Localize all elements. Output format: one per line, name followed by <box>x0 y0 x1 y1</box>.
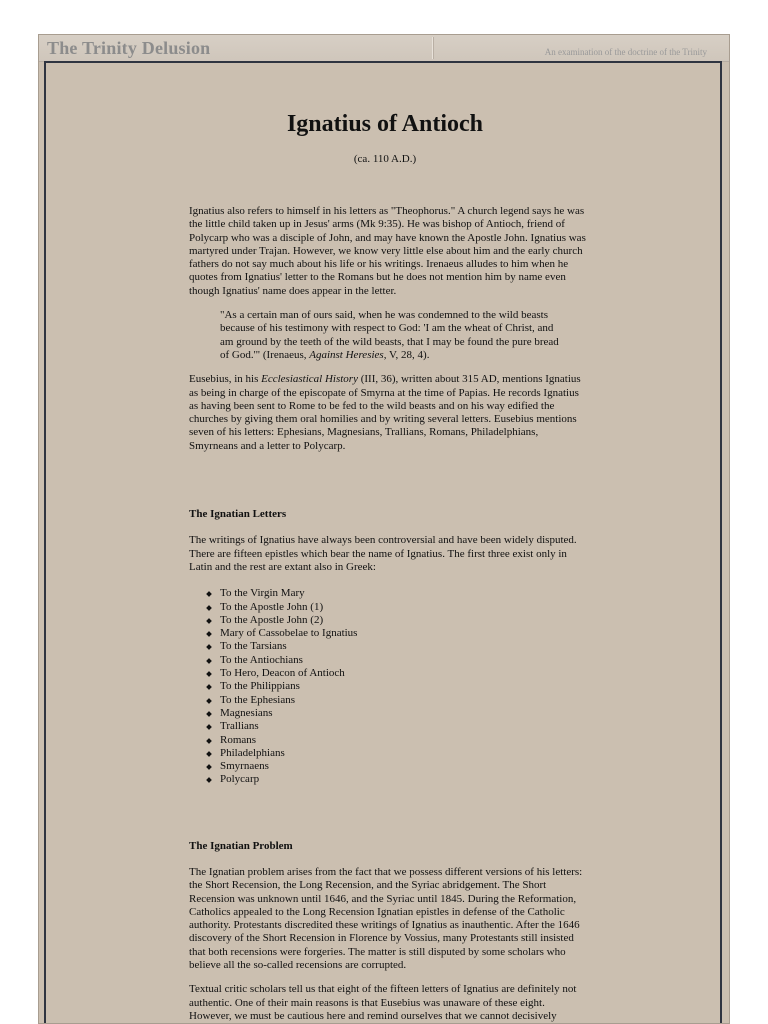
list-item: Smyrnaens <box>189 760 589 773</box>
article-container <box>44 61 722 1023</box>
intro-paragraph: Ignatius also refers to himself in his letters as "Theophorus." A church legend says he was the little child taken up in Jesus' arms (Mk 9:35). He was bishop of Antioch, friend of Polycarp who was a disciple of John, and may have known the Apostle John. Ignatius was martyred under Trajan. However, we know very little else about him and the early church fathers do not say much about his life or his writings. Irenaeus alludes to him when he quotes from Ignatius' letter to the Romans but he does not mention him by name even though Ignatius' name does appear in the letter. <box>189 205 586 297</box>
list-item: To the Philippians <box>189 680 589 693</box>
site-title[interactable]: The Trinity Delusion <box>47 38 211 58</box>
page-title: Ignatius of Antioch <box>286 111 484 137</box>
list-item: Polycarp <box>189 773 589 786</box>
list-item: To the Ephesians <box>189 694 589 707</box>
list-item: To the Virgin Mary <box>189 587 589 600</box>
list-item: Philadelphians <box>189 747 589 760</box>
list-item: Romans <box>189 734 589 747</box>
list-item: To the Antiochians <box>189 654 589 667</box>
article-body <box>189 205 589 1023</box>
list-item: Mary of Cassobelae to Ignatius <box>189 627 589 640</box>
quote-reference: , V, 28, 4). <box>383 348 430 361</box>
site-banner <box>39 35 729 62</box>
eusebius-text-start: Eusebius, in his <box>189 373 262 386</box>
quote-text: "As a certain man of ours said, when he was condemned to the wild beasts because of his testimony with respect to God: 'I am the wheat of Christ, and am ground by the teeth of the wild beasts, that I may be found the pure bread of God.'" (Irenaeus, <box>220 309 559 361</box>
eusebius-work-title: Ecclesiastical History <box>261 373 358 386</box>
section-heading-letters: The Ignatian Letters <box>189 508 287 521</box>
list-item: Trallians <box>189 720 589 733</box>
list-item: Magnesians <box>189 707 589 720</box>
letters-intro-paragraph: The writings of Ignatius have always been controversial and have been widely disputed. There are fifteen epistles which bear the name of Ignatius. The first three exist only in Latin and the rest are extant also in Greek: <box>189 534 577 573</box>
banner-divider <box>432 37 433 59</box>
list-item: To the Apostle John (2) <box>189 614 589 627</box>
page-frame <box>38 34 730 1024</box>
eusebius-text-end: (III, 36), written about 315 AD, mentions Ignatius as being in charge of the episcopate of Smyrna at the time of Papias. He records Ignatius as having been sent to Rome to be fed to the wild beasts and on his way edified the churches by giving them oral homilies and by writing several letters. Eusebius mentions seven of his letters: Ephesians, Magnesians, Trallians, Romans, Philadelphians, Smyrneans and a letter to Polycarp. <box>189 373 581 452</box>
list-item: To the Tarsians <box>189 640 589 653</box>
textual-critics-paragraph: Textual critic scholars tell us that eight of the fifteen letters of Ignatius are definitely not authentic. One of their main reasons is that Eusebius was unaware of these eight. However, we must be cautious here and remind ourselves that we cannot decisively <box>189 983 577 1022</box>
list-item: To the Apostle John (1) <box>189 601 589 614</box>
irenaeus-quote <box>220 309 560 362</box>
quote-work-title: Against Heresies <box>309 348 384 361</box>
article-date: (ca. 110 A.D.) <box>353 153 417 165</box>
section-heading-problem: The Ignatian Problem <box>189 839 293 852</box>
list-item: To Hero, Deacon of Antioch <box>189 667 589 680</box>
eusebius-paragraph <box>189 373 589 453</box>
site-tagline: An examination of the doctrine of the Trinity <box>544 47 707 57</box>
problem-paragraph: The Ignatian problem arises from the fact that we possess different versions of his letters: the Short Recension, the Long Recension, and the Syriac abridgement. The Short Recension was unknown until 1646, and the Syriac until 1845. During the Reformation, Catholics appealed to the Long Recension Ignatian epistles in defense of the Catholic authority. Protestants discredited these writings of Ignatius as inauthentic. After the 1646 discovery of the Short Recension in Florence by Vossius, many Protestants still insisted that both recensions were forgeries. The matter is still disputed by some scholars who believe all the so-called recensions are corrupted. <box>189 865 583 972</box>
letters-list <box>189 587 589 786</box>
